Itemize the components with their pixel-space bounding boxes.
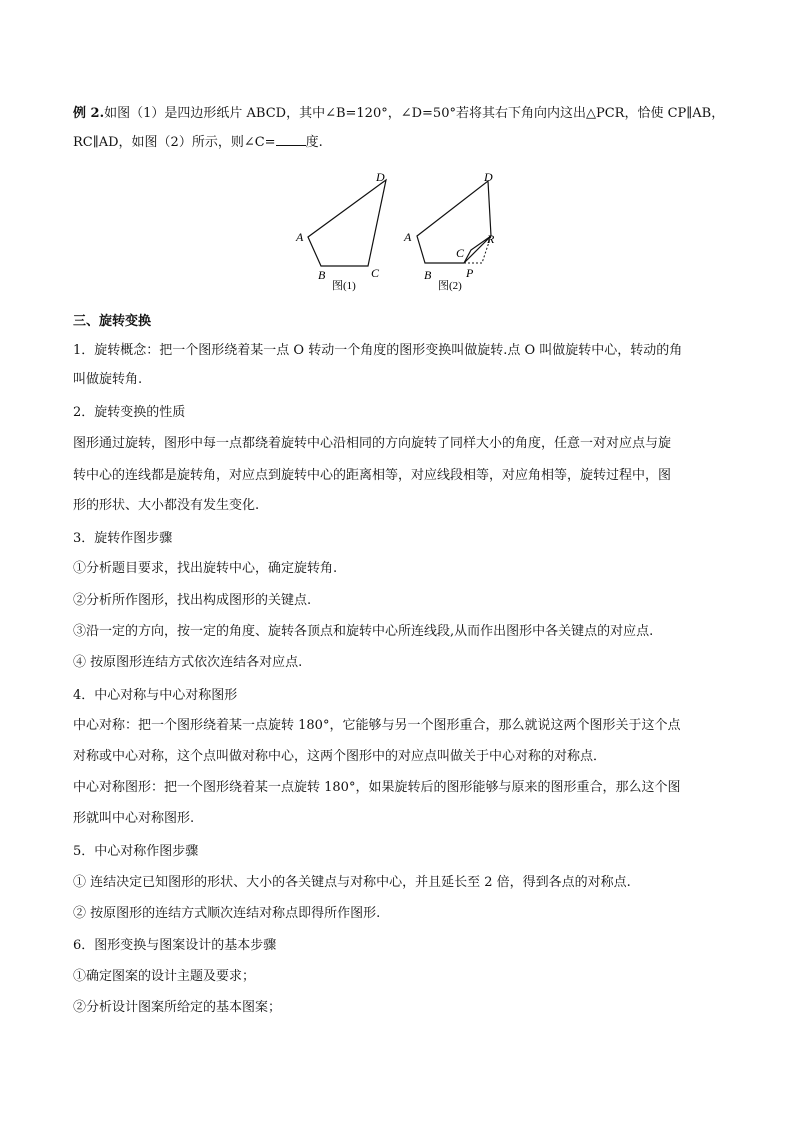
body-line: ② 按原图形的连结方式顺次连结对称点即得所作图形. — [73, 906, 381, 921]
body-line: 5．中心对称作图步骤 — [73, 844, 199, 859]
example-text-2: RC∥AD，如图（2）所示，则∠C= — [73, 135, 276, 150]
figure-2 — [403, 170, 495, 292]
body-line: 形就叫中心对称图形. — [73, 811, 195, 826]
body-line: 1．旋转概念：把一个图形绕着某一点 O 转动一个角度的图形变换叫做旋转.点 O 叫做旋转中心，转动的角 — [73, 343, 683, 358]
geometry-figures — [0, 0, 794, 300]
body-line: ④ 按原图形连结方式依次连结各对应点. — [73, 655, 303, 670]
fig2-label-a: A — [404, 230, 412, 244]
body-line: 3．旋转作图步骤 — [73, 531, 173, 546]
body-line: 6．图形变换与图案设计的基本步骤 — [73, 938, 277, 953]
body-line: 对称或中心对称，这个点叫做对称中心，这两个图形中的对应点叫做关于中心对称的对称点． — [73, 749, 607, 764]
body-line: 4．中心对称与中心对称图形 — [73, 688, 238, 703]
section-title: 三、旋转变换 — [73, 314, 152, 329]
fig1-caption: 图(1) — [332, 280, 356, 292]
body-line: 中心对称：把一个图形绕着某一点旋转 180°，它能够与另一个图形重合，那么就说这两个图形关于这个点 — [73, 718, 681, 733]
example-text-3: 度. — [305, 135, 323, 150]
folded-outline — [417, 181, 491, 263]
example-label: 例 2. — [73, 106, 105, 121]
body-line: ③沿一定的方向，按一定的角度、旋转各顶点和旋转中心所连线段,从而作出图形中各关键点的对应点. — [73, 624, 654, 639]
body-line: 2．旋转变换的性质 — [73, 405, 186, 420]
body-line: 形的形状、大小都没有发生变化. — [73, 498, 260, 513]
body-line: ②分析所作图形，找出构成图形的关键点. — [73, 593, 312, 608]
fig1-label-b: B — [318, 268, 326, 282]
body-line: ①分析题目要求，找出旋转中心，确定旋转角. — [73, 561, 338, 576]
body-line: 中心对称图形：把一个图形绕着某一点旋转 180°，如果旋转后的图形能够与原来的图形重合，那么这个图 — [73, 780, 681, 795]
fig1-label-c: C — [371, 266, 380, 280]
body-line: 叫做旋转角. — [73, 372, 143, 387]
fig2-label-c: C — [456, 246, 465, 260]
fig2-label-r: R — [487, 232, 495, 246]
fig1-label-d: D — [376, 170, 385, 184]
example-text-1: 如图（1）是四边形纸片 ABCD，其中∠B=120°，∠D=50°若将其右下角向内这出△PCR，恰使 CP∥AB， — [104, 106, 725, 121]
figure-1 — [295, 170, 386, 292]
body-line: ① 连结决定已知图形的形状、大小的各关键点与对称中心，并且延长至 2 倍，得到各点的对称点. — [73, 875, 631, 890]
fig2-label-p: P — [466, 266, 474, 280]
fig1-label-a: A — [296, 230, 304, 244]
fig2-label-b: B — [424, 268, 432, 282]
body-line: 转中心的连线都是旋转角，对应点到旋转中心的距离相等，对应线段相等，对应角相等，旋转过程中，图 — [73, 468, 672, 483]
quadrilateral-abcd — [308, 180, 386, 266]
body-line: ②分析设计图案所给定的基本图案； — [73, 1000, 282, 1015]
fig2-caption: 图(2) — [438, 280, 462, 292]
fig2-label-d: D — [484, 170, 493, 184]
body-line: 图形通过旋转，图形中每一点都绕着旋转中心沿相同的方向旋转了同样大小的角度，任意一对对应点与旋 — [73, 436, 672, 451]
body-line: ①确定图案的设计主题及要求； — [73, 969, 256, 984]
